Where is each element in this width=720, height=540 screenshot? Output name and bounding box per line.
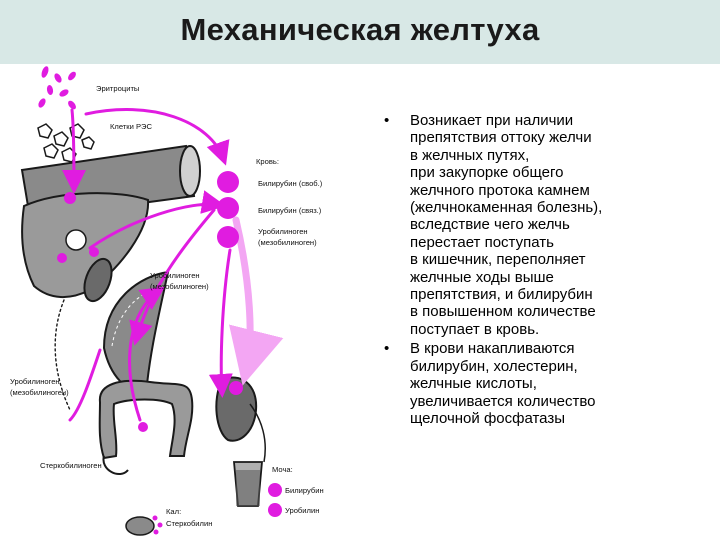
bullet-text: В крови накапливаются билирубин, холестерин, желчные кислоты, увеличивается количество щелочной фосфатазы: [410, 340, 596, 427]
label-mesobilinogen-mid: (мезобилиноген): [150, 282, 209, 291]
label-res-cells: Клетки РЭС: [110, 122, 152, 131]
bullet-item-2: [380, 340, 700, 427]
feces-icon: [126, 516, 163, 536]
label-bilirubin-bound: Билирубин (связ.): [258, 206, 322, 215]
label-urine-bilirubin: Билирубин: [285, 486, 324, 495]
bullet-marker: •: [384, 112, 390, 129]
label-erythrocytes: Эритроциты: [96, 84, 140, 93]
bullet-text: Возникает при наличии препятствия оттоку желчи в желчных путях, при закупорке общего желчного протока камнем (желчнокаменная болезнь), вследствие чего желчь перестает поступать в кишечник, переполняет желчные ходы выше препятствия, и билирубин в повышенном количестве поступает в кровь.: [410, 112, 603, 338]
bullet-marker: •: [384, 340, 390, 358]
label-urine: Моча:: [272, 465, 293, 474]
bullet-item-1: [380, 112, 700, 338]
res-cells-icon: [38, 124, 94, 162]
label-urobilinogen-left: Уробилиноген: [10, 377, 60, 386]
label-mesobilinogen-left: (мезобилиноген): [10, 388, 69, 397]
label-stercobilin: Стеркобилин: [166, 519, 213, 528]
jaundice-diagram: [0, 64, 380, 540]
urine-cup: [234, 462, 262, 506]
label-feces: Кал:: [166, 507, 182, 516]
bullet-list: [380, 112, 700, 429]
label-urobilinogen-mid: Уробилиноген: [150, 271, 200, 280]
label-bilirubin-free: Билирубин (своб.): [258, 179, 323, 188]
erythrocytes-icon: [37, 65, 78, 110]
label-urobilinogen-blood: Уробилиноген: [258, 227, 308, 236]
label-stercobilinogen: Стеркобилиноген: [40, 461, 102, 470]
label-mesobilinogen-blood: (мезобилиноген): [258, 238, 317, 247]
slide-title: Механическая желтуха: [180, 12, 540, 47]
label-blood: Кровь:: [256, 157, 279, 166]
label-urine-urobilin: Уробилин: [285, 506, 320, 515]
